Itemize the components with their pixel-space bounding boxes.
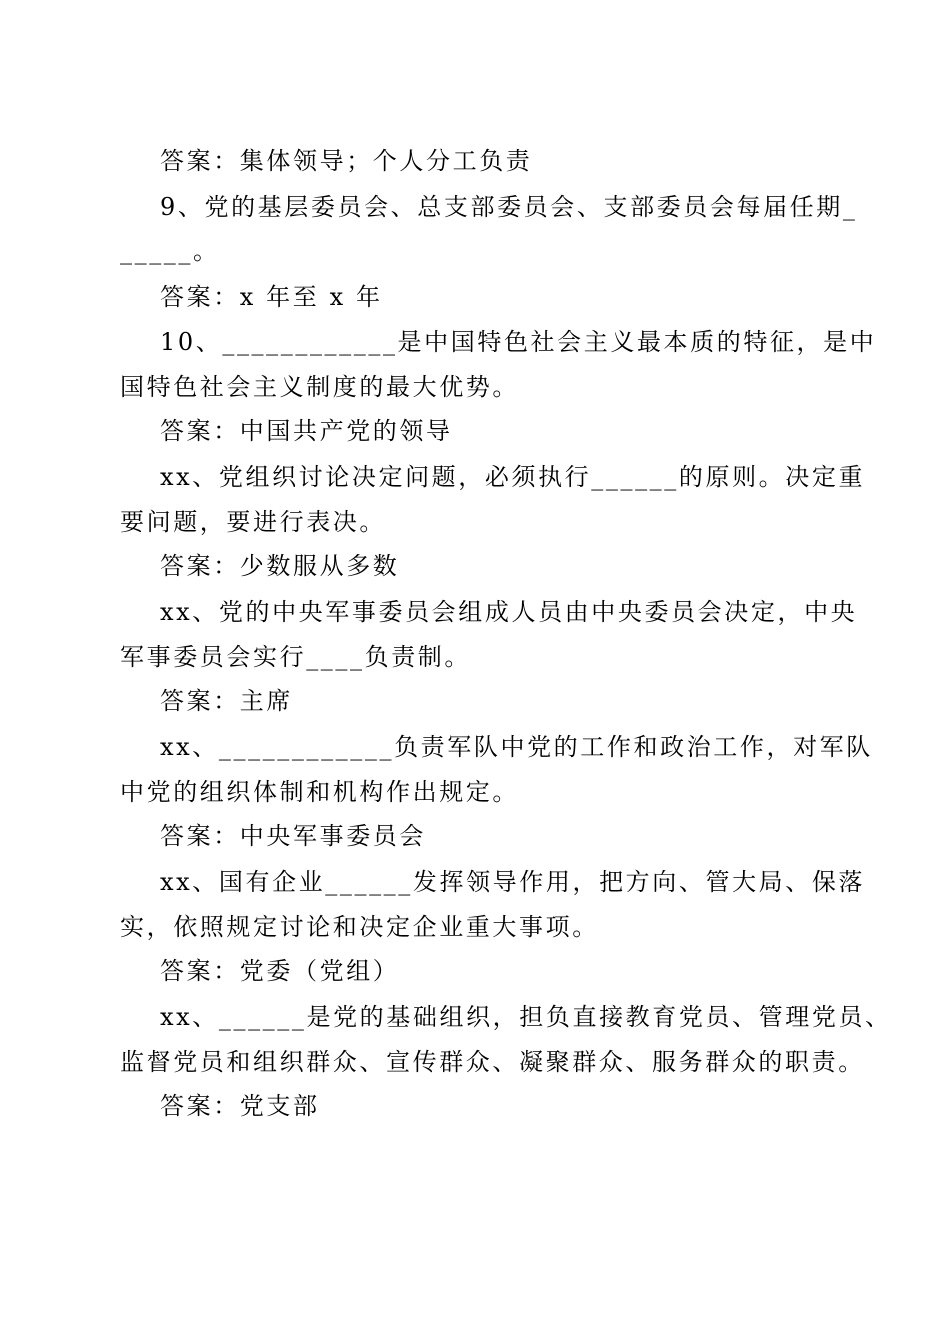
answer-line: 答案：少数服从多数: [160, 552, 400, 580]
answer-line: 答案：党委（党组）: [160, 957, 400, 985]
question-line: xx、党组织讨论决定问题，必须执行______的原则。决定重: [160, 463, 866, 491]
answer-line: 答案：中国共产党的领导: [160, 417, 453, 445]
answer-line: 答案：集体领导；个人分工负责: [160, 147, 533, 175]
question-line: xx、党的中央军事委员会组成人员由中央委员会决定，中央: [160, 598, 858, 626]
answer-line: 答案：中央军事委员会: [160, 822, 426, 850]
question-continuation: 要问题，要进行表决。: [120, 508, 386, 536]
question-continuation: 监督党员和组织群众、宣传群众、凝聚群众、服务群众的职责。: [120, 1048, 865, 1076]
question-line: 10、____________是中国特色社会主义最本质的特征，是中: [160, 328, 877, 356]
question-continuation: 实，依照规定讨论和决定企业重大事项。: [120, 913, 599, 941]
question-line: xx、______是党的基础组织，担负直接教育党员、管理党员、: [160, 1003, 892, 1031]
question-continuation: 国特色社会主义制度的最大优势。: [120, 373, 519, 401]
question-line: xx、____________负责军队中党的工作和政治工作，对军队: [160, 733, 873, 761]
question-continuation: _____。: [120, 237, 220, 265]
question-continuation: 军事委员会实行____负责制。: [120, 643, 471, 671]
answer-line: 答案：x 年至 x 年: [160, 283, 383, 311]
question-continuation: 中党的组织体制和机构作出规定。: [120, 778, 519, 806]
answer-line: 答案：党支部: [160, 1092, 320, 1120]
question-line: xx、国有企业______发挥领导作用，把方向、管大局、保落: [160, 868, 866, 896]
question-line: 9、党的基层委员会、总支部委员会、支部委员会每届任期_: [160, 193, 858, 221]
answer-line: 答案：主席: [160, 687, 293, 715]
